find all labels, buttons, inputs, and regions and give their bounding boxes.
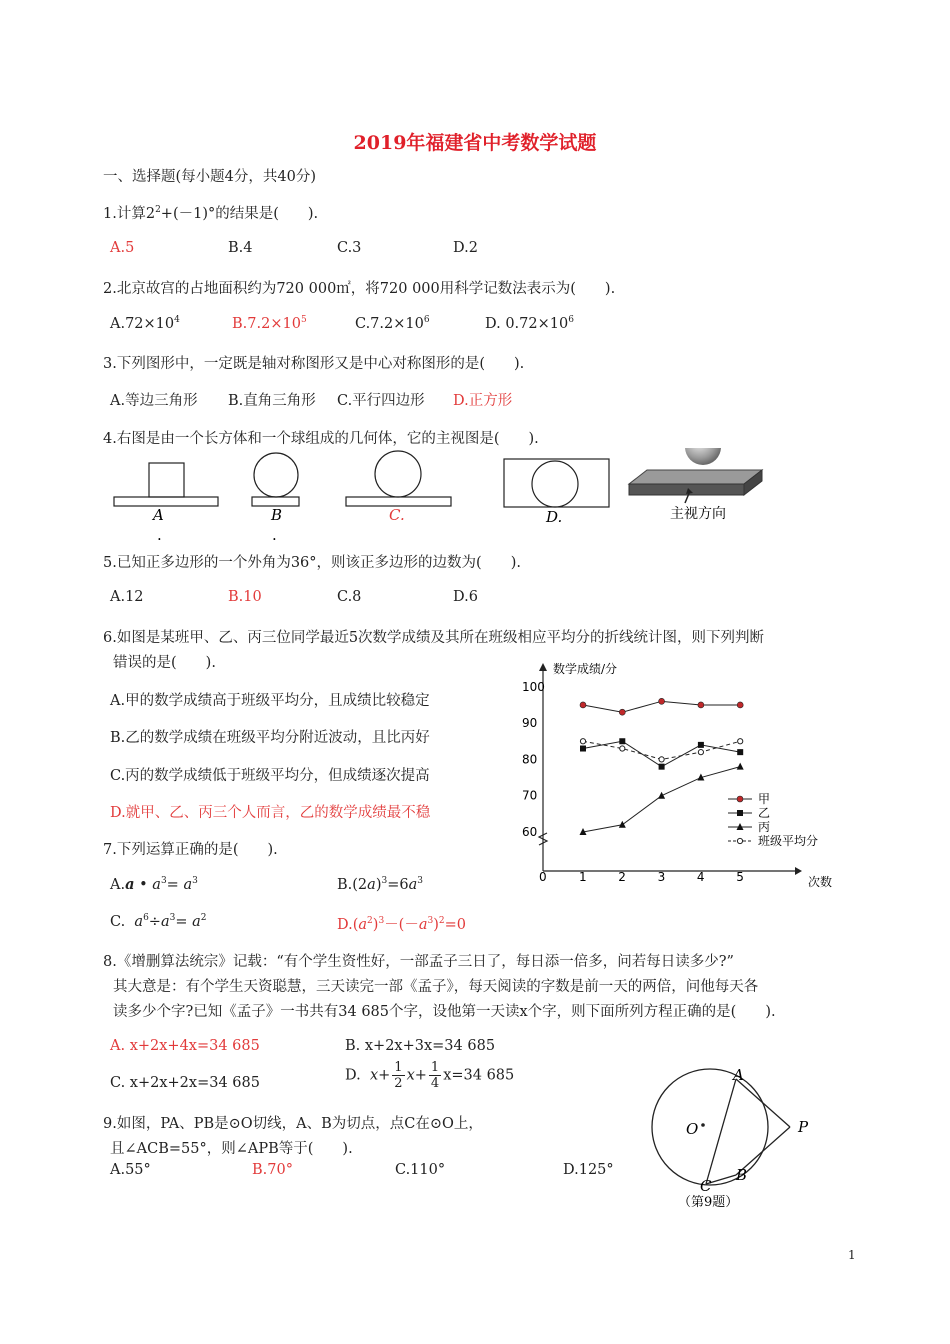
series-point [619, 821, 626, 828]
legend-marker [737, 810, 743, 816]
series-point [698, 742, 704, 748]
legend-label: 乙 [758, 806, 771, 820]
tangent-pa [736, 1079, 790, 1127]
solid-sphere [685, 448, 721, 465]
q5-option-b: B.10 [228, 589, 262, 605]
figure-d-label: D. [546, 508, 563, 526]
series-point [659, 698, 665, 704]
q1-option-b: B.4 [228, 240, 253, 256]
legend-marker [737, 838, 742, 843]
legend-marker [737, 796, 743, 802]
series-point [659, 764, 665, 770]
q2-option-d: D. $0.72\times 10^6$ [485, 315, 574, 332]
q6-option-b: B.乙的数学成绩在班级平均分附近波动，且比丙好 [110, 730, 430, 746]
q6-option-c: C.丙的数学成绩低于班级平均分，但成绩逐次提高 [110, 768, 430, 784]
series-point [737, 702, 743, 708]
figure-c-label: C. [389, 506, 405, 524]
question-3: 3.下列图形中，一定既是轴对称图形又是中心对称图形的是( ). [103, 356, 525, 372]
question-1: 1.计算$2^2+(-1)^\circ$的结果是( ). [103, 205, 319, 222]
section-heading: 一、选择题(每小题4分，共40分) [103, 169, 316, 185]
x-axis-arrow [795, 867, 802, 875]
q2-option-a: $A.72\times 10^4$ [110, 315, 180, 332]
question-9-line1: 9.如图，PA、PB是⊙O切线，A、B为切点，点C在⊙O上， [103, 1116, 483, 1132]
x-tick-label: 5 [736, 870, 744, 884]
question-8-line3: 读多少个字?已知《孟子》一书共有34 685个字，设他第一天读x个字，则下面所列方程正确的是( ). [113, 1004, 776, 1020]
q1-option-a: A.5 [110, 240, 135, 256]
series-point [580, 702, 586, 708]
series-point [620, 746, 625, 751]
figure-c-ball [375, 451, 421, 497]
figure-a-top [149, 463, 184, 497]
question-8-line2: 其大意是：有个学生天资聪慧，三天读完一部《孟子》，每天阅读的字数是前一天的两倍，问他每天各 [113, 979, 759, 995]
question-2: 2.北京故宫的占地面积约为720 000㎡，将720 000用科学记数法表示为( ). [103, 281, 616, 297]
q5-option-d: D.6 [453, 589, 478, 605]
series-point [737, 749, 743, 755]
figure-a-label: A [153, 506, 164, 524]
figure-d-rect [504, 459, 609, 507]
series-point [659, 757, 664, 762]
point-o-label: O [686, 1120, 699, 1138]
series-point [619, 709, 625, 715]
y-tick-label: 100 [522, 679, 545, 694]
y-tick-label: 80 [522, 752, 538, 767]
q7-option-b: $B.(2a)^3=6a^3$ [337, 876, 423, 893]
question-9-line2: 且∠ACB=55°，则∠APB等于( ). [110, 1141, 353, 1157]
figure-b-ball [254, 453, 298, 497]
q2-option-c: $C.7.2\times 10^6$ [355, 315, 430, 332]
q7-option-d: $D.(a^2)^3-(-a^3)^2=0$ [337, 916, 467, 933]
series-point [619, 738, 625, 744]
figure-caption: （第9题） [678, 1195, 739, 1210]
x-tick-label: 2 [618, 870, 626, 884]
q9-option-d: D.125° [563, 1162, 614, 1178]
circle-o [652, 1069, 768, 1185]
question-6-line1: 6.如图是某班甲、乙、丙三位同学最近5次数学成绩及其所在班级相应平均分的折线统计图，则下列判断 [103, 630, 765, 646]
x-axis-label: 次数 [808, 875, 833, 889]
q9-option-b: B.70° [252, 1162, 293, 1178]
q6-line-chart [510, 655, 850, 900]
series-point [737, 763, 744, 770]
q1-option-c: C.3 [337, 240, 362, 256]
q7-option-a: A.a • $a^3= a^3$ [110, 876, 198, 893]
q2-option-b: $B.7.2\times 10^5$ [232, 315, 307, 332]
y-tick-label: 70 [522, 788, 538, 803]
view-direction-label: 主视方向 [670, 506, 726, 522]
series-line-2 [583, 767, 740, 832]
q6-option-a: A.甲的数学成绩高于班级平均分，且成绩比较稳定 [110, 693, 430, 709]
series-point [698, 702, 704, 708]
q3-option-a: A.等边三角形 [110, 393, 198, 409]
page-number: 1 [848, 1248, 856, 1262]
q5-option-c: C.8 [337, 589, 362, 605]
x-tick-label: 0 [539, 870, 547, 884]
figure-d-ball [532, 461, 578, 507]
figure-b-base [252, 497, 299, 506]
figure-b-label: B [271, 506, 283, 524]
q1-option-d: D.2 [453, 240, 478, 256]
question-6-line2: 错误的是( ). [113, 655, 216, 671]
q8-option-d: D. x+ $\frac{1}{2}$ x+ $\frac{1}{4}$ x=34 685 [345, 1060, 515, 1091]
question-8-line1: 8.《增删算法统宗》记载：“有个学生资性好，一部孟子三日了，每日添一倍多，问若每日读多少?” [103, 954, 734, 970]
page-title: 2019年福建省中考数学试题 [353, 132, 597, 154]
figure-c-base [346, 497, 451, 506]
y-tick-label: 90 [522, 716, 538, 731]
chord-ac [706, 1079, 736, 1184]
series-point [580, 739, 585, 744]
y-axis-arrow [539, 663, 547, 671]
q3-option-b: B.直角三角形 [228, 393, 316, 409]
point-c-label: C [700, 1177, 712, 1195]
x-tick-label: 1 [579, 870, 587, 884]
series-line-1 [583, 741, 740, 766]
figure-b-dot: . [272, 526, 277, 544]
question-5: 5.已知正多边形的一个外角为36°，则该正多边形的边数为( ). [103, 555, 521, 571]
q8-option-a: A. x+2x+4x=34 685 [110, 1038, 260, 1054]
series-point [658, 792, 665, 799]
point-b-label: B [736, 1166, 748, 1184]
point-p-label: P [798, 1118, 809, 1136]
figure-a-base [114, 497, 218, 506]
series-point [580, 746, 586, 752]
y-axis-label: 数学成绩/分 [553, 662, 618, 676]
figure-a-dot: . [157, 526, 162, 544]
q9-option-a: A.55° [110, 1162, 151, 1178]
series-point [698, 750, 703, 755]
q3-option-c: C.平行四边形 [337, 393, 425, 409]
question-4: 4.右图是由一个长方体和一个球组成的几何体，它的主视图是( ). [103, 431, 539, 447]
series-point [738, 739, 743, 744]
question-7: 7.下列运算正确的是( ). [103, 842, 278, 858]
legend-label: 班级平均分 [758, 834, 819, 848]
legend-label: 丙 [758, 820, 771, 834]
q8-option-c: C. x+2x+2x=34 685 [110, 1075, 260, 1091]
x-tick-label: 4 [696, 870, 705, 884]
q8-option-b: B. x+2x+3x=34 685 [345, 1038, 496, 1054]
q9-option-c: C.110° [395, 1162, 446, 1178]
q3-option-d: D.正方形 [453, 393, 513, 409]
point-a-label: A [733, 1066, 744, 1084]
solid-top [629, 470, 762, 484]
center-o [701, 1123, 705, 1127]
q5-option-a: A.12 [110, 589, 144, 605]
q7-option-c: C. $a^6\div a^3= a^2$ [110, 913, 207, 930]
q9-circle-figure [640, 1060, 830, 1220]
q4-figures [100, 448, 780, 548]
y-axis-break [539, 833, 547, 845]
y-tick-label: 60 [522, 825, 538, 839]
q6-option-d: D.就甲、乙、丙三个人而言，乙的数学成绩最不稳 [110, 805, 431, 821]
legend-label: 甲 [758, 792, 771, 806]
x-tick-label: 3 [657, 870, 666, 884]
